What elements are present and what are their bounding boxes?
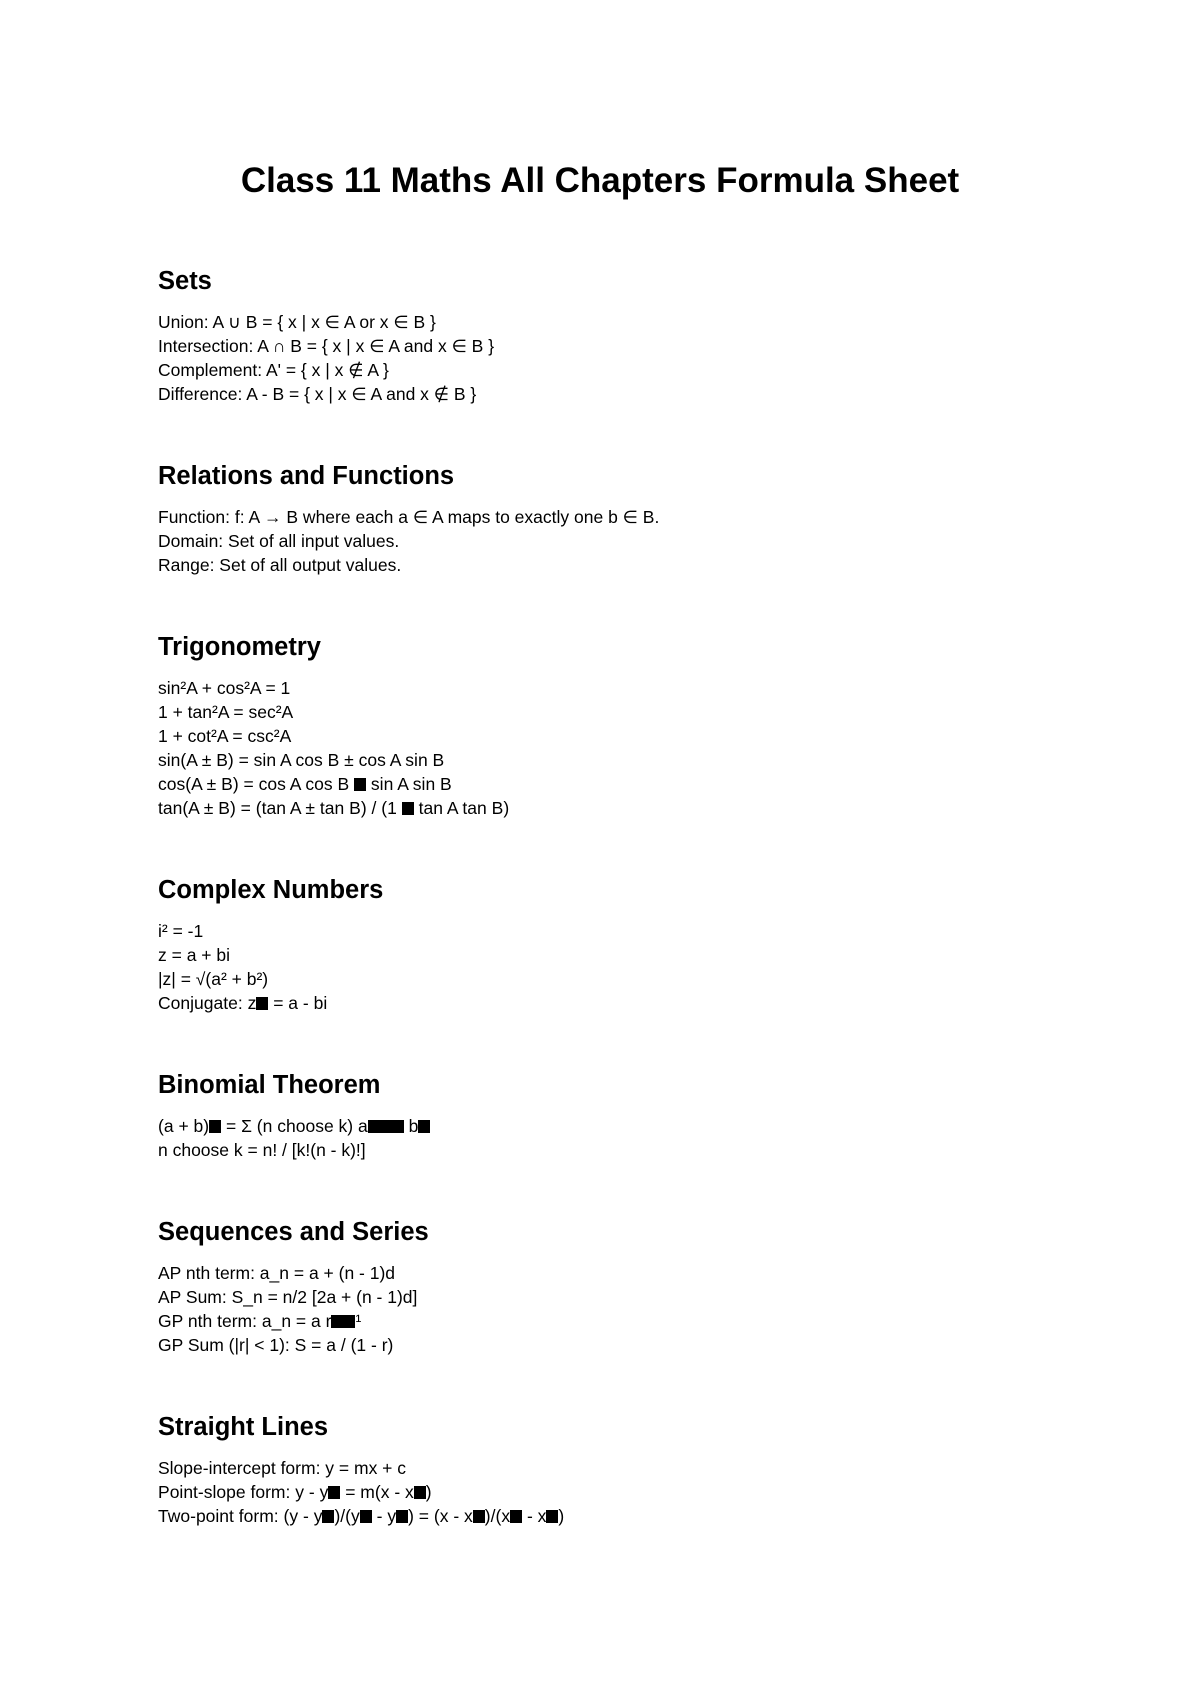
missing-glyph-block	[414, 1486, 426, 1499]
section-complex-numbers	[158, 873, 1118, 1015]
formula-line: GP nth term: a_n = a r ¹	[158, 1311, 362, 1331]
missing-glyph-block	[368, 1120, 380, 1133]
formula-line: z = a + bi	[158, 945, 230, 965]
formula-list	[158, 310, 1118, 406]
missing-glyph-block	[354, 778, 366, 791]
formula-line: Range: Set of all output values.	[158, 555, 402, 575]
formula-line: Complement: A' = { x | x ∉ A }	[158, 360, 389, 380]
section-heading: Sets	[158, 267, 212, 295]
formula-line: n choose k = n! / [k!(n - k)!]	[158, 1140, 366, 1160]
formula-line: tan(A ± B) = (tan A ± tan B) / (1 tan A tan B)	[158, 798, 510, 818]
formula-line: |z| = √(a² + b²)	[158, 969, 269, 989]
page-title: Class 11 Maths All Chapters Formula Sheet	[240, 161, 960, 200]
formula-list	[158, 676, 1118, 820]
missing-glyph-block	[418, 1120, 430, 1133]
formula-line: sin(A ± B) = sin A cos B ± cos A sin B	[158, 750, 445, 770]
missing-glyph-block	[322, 1510, 334, 1523]
formula-line: AP nth term: a_n = a + (n - 1)d	[158, 1263, 396, 1283]
formula-list	[158, 1456, 1118, 1528]
section-trigonometry	[158, 630, 1118, 820]
section-sequences-and-series	[158, 1215, 1118, 1357]
formula-line: Two-point form: (y - y )/(y - y ) = (x - x )/(x - x )	[158, 1506, 565, 1526]
section-heading: Relations and Functions	[158, 462, 455, 490]
section-heading: Straight Lines	[158, 1413, 329, 1441]
formula-list	[158, 919, 1118, 1015]
missing-glyph-block	[396, 1510, 408, 1523]
formula-line: sin²A + cos²A = 1	[158, 678, 291, 698]
formula-line: 1 + tan²A = sec²A	[158, 702, 294, 722]
missing-glyph-block	[256, 997, 268, 1010]
formula-line: 1 + cot²A = csc²A	[158, 726, 292, 746]
section-relations-and-functions	[158, 459, 1118, 577]
formula-line: cos(A ± B) = cos A cos B sin A sin B	[158, 774, 452, 794]
formula-line: AP Sum: S_n = n/2 [2a + (n - 1)d]	[158, 1287, 418, 1307]
section-heading: Binomial Theorem	[158, 1071, 381, 1099]
section-binomial-theorem	[158, 1068, 1118, 1162]
missing-glyph-block	[343, 1315, 355, 1328]
formula-line: GP Sum (|r| < 1): S = a / (1 - r)	[158, 1335, 394, 1355]
formula-line: Union: A ∪ B = { x | x ∈ A or x ∈ B }	[158, 312, 436, 332]
section-heading: Complex Numbers	[158, 876, 384, 904]
missing-glyph-block	[331, 1315, 343, 1328]
section-heading: Trigonometry	[158, 633, 321, 661]
formula-line: Intersection: A ∩ B = { x | x ∈ A and x ∈ B }	[158, 336, 495, 356]
formula-list	[158, 1114, 1118, 1162]
formula-line: Domain: Set of all input values.	[158, 531, 400, 551]
missing-glyph-block	[380, 1120, 392, 1133]
formula-line: Difference: A - B = { x | x ∈ A and x ∉ B }	[158, 384, 477, 404]
missing-glyph-block	[402, 802, 414, 815]
formula-list	[158, 505, 1118, 577]
formula-line: Conjugate: z = a - bi	[158, 993, 328, 1013]
section-heading: Sequences and Series	[158, 1218, 429, 1246]
missing-glyph-block	[473, 1510, 485, 1523]
formula-line: (a + b) = Σ (n choose k) a b	[158, 1114, 1118, 1138]
section-straight-lines	[158, 1410, 1118, 1528]
formula-line: Point-slope form: y - y = m(x - x )	[158, 1482, 432, 1502]
missing-glyph-block	[510, 1510, 522, 1523]
missing-glyph-block	[546, 1510, 558, 1523]
formula-line: i² = -1	[158, 921, 204, 941]
missing-glyph-block	[360, 1510, 372, 1523]
section-sets	[158, 264, 1118, 406]
formula-line: Function: f: A → B where each a ∈ A maps to exactly one b ∈ B.	[158, 507, 660, 527]
formula-list	[158, 1261, 1118, 1357]
missing-glyph-block	[328, 1486, 340, 1499]
missing-glyph-block	[392, 1120, 404, 1133]
formula-line: Slope-intercept form: y = mx + c	[158, 1458, 407, 1478]
missing-glyph-block	[209, 1120, 221, 1133]
